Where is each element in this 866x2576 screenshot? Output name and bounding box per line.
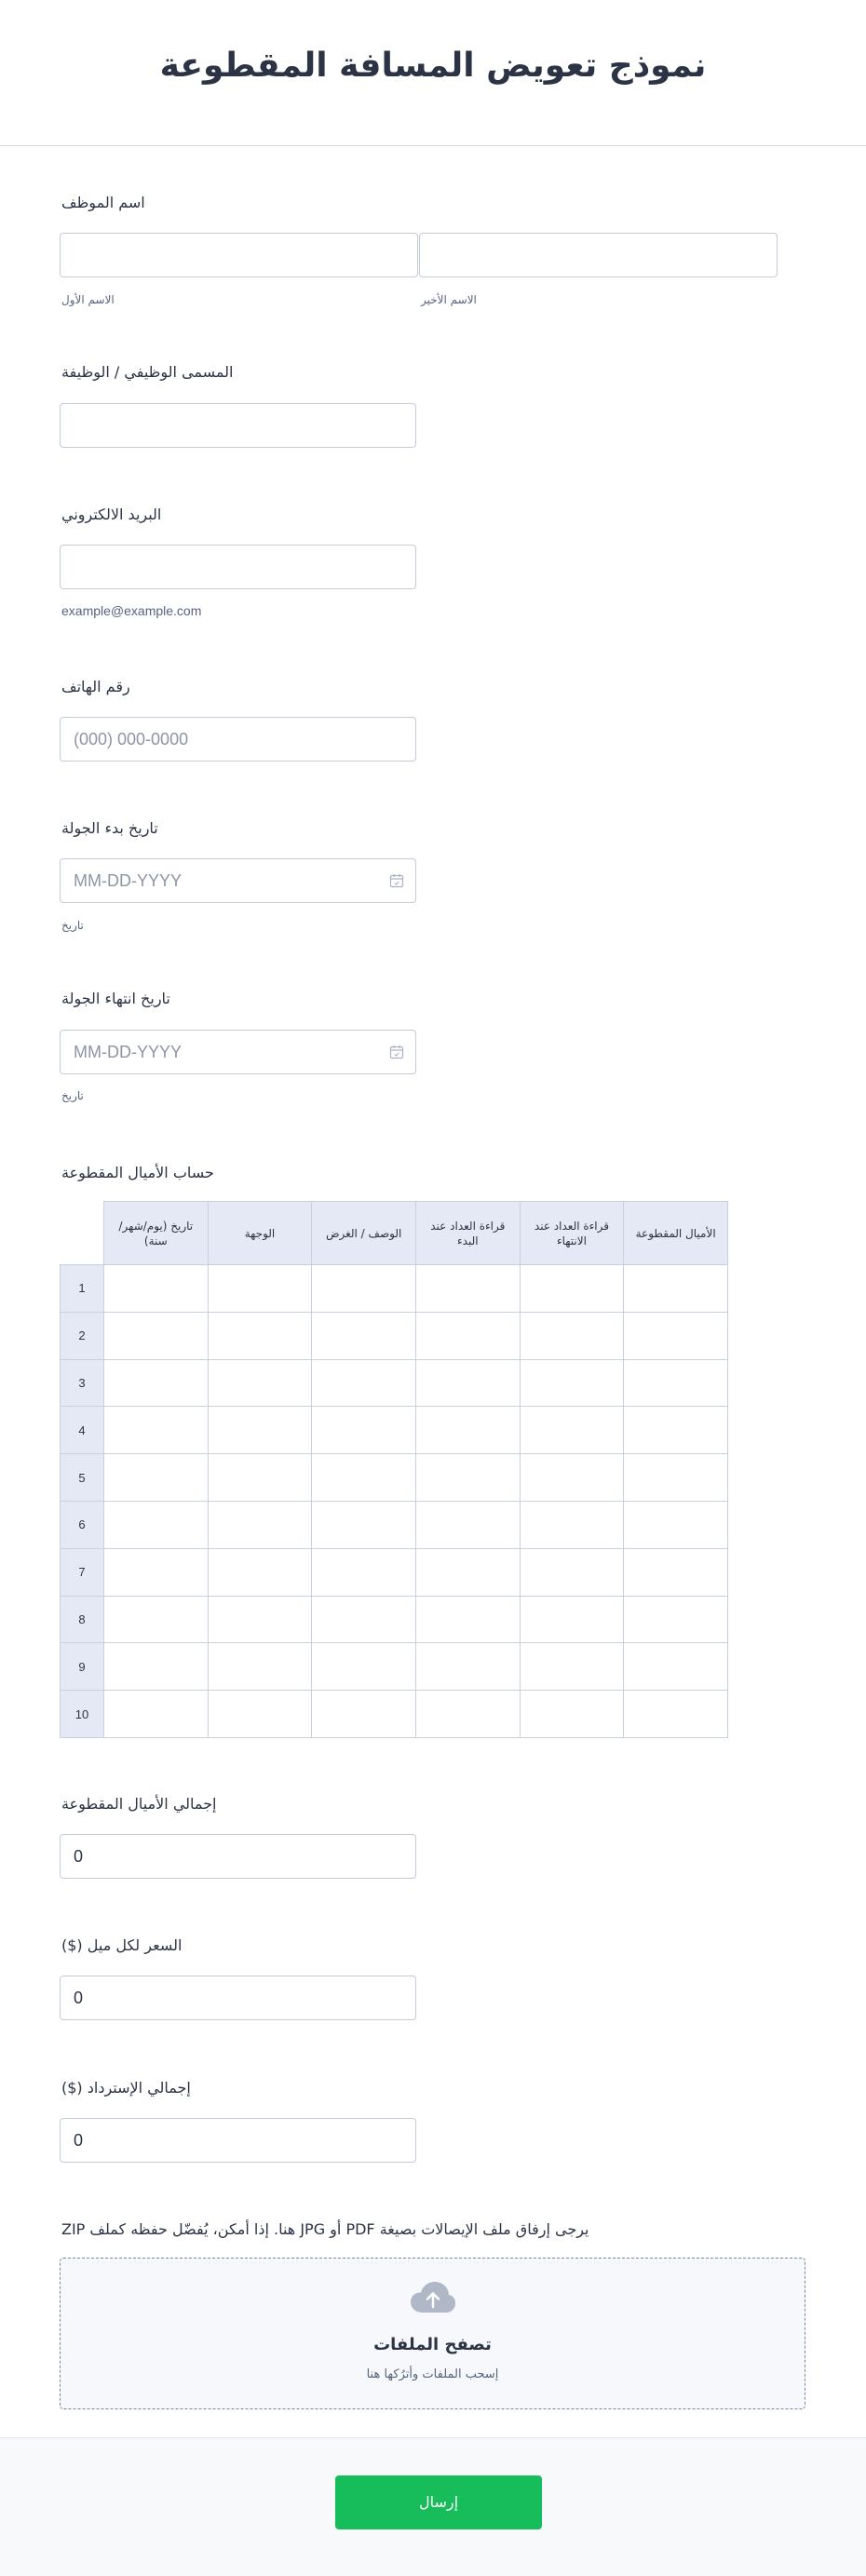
row-number: 6 <box>61 1501 104 1548</box>
table-cell-input[interactable] <box>312 1407 416 1454</box>
table-cell-input[interactable] <box>208 1691 312 1738</box>
mileage-table <box>60 1201 728 1738</box>
table-cell-input[interactable] <box>415 1501 520 1548</box>
trip-start-placeholder: MM-DD-YYYY <box>74 871 182 890</box>
table-cell-input[interactable] <box>520 1454 624 1502</box>
table-cell-input[interactable] <box>312 1265 416 1313</box>
table-cell-input[interactable] <box>104 1454 209 1502</box>
table-cell-input[interactable] <box>520 1691 624 1738</box>
phone-placeholder: (000) 000-0000 <box>74 730 189 749</box>
row-number: 8 <box>61 1596 104 1643</box>
job-title-label: المسمى الوظيفي / الوظيفة <box>61 363 234 381</box>
trip-start-label: تاريخ بدء الجولة <box>61 819 158 837</box>
table-cell-input[interactable] <box>415 1265 520 1313</box>
table-row <box>61 1501 728 1548</box>
drag-drop-hint: إسحب الملفات وأترُكها هنا <box>366 2367 499 2381</box>
table-row <box>61 1454 728 1502</box>
row-number: 2 <box>61 1312 104 1359</box>
table-cell-input[interactable] <box>624 1643 728 1691</box>
rate-input[interactable] <box>60 1976 416 2020</box>
table-row <box>61 1265 728 1313</box>
table-cell-input[interactable] <box>415 1407 520 1454</box>
file-upload-dropzone[interactable] <box>60 2258 805 2409</box>
table-cell-input[interactable] <box>208 1407 312 1454</box>
row-number: 10 <box>61 1691 104 1738</box>
column-header: الأميال المقطوعة <box>624 1202 728 1265</box>
table-cell-input[interactable] <box>415 1312 520 1359</box>
last-name-input[interactable] <box>419 233 778 277</box>
column-header: قراءة العداد عند الانتهاء <box>520 1202 624 1265</box>
row-number: 7 <box>61 1548 104 1596</box>
table-cell-input[interactable] <box>624 1407 728 1454</box>
table-cell-input[interactable] <box>104 1265 209 1313</box>
table-row <box>61 1548 728 1596</box>
form-footer <box>0 2437 866 2576</box>
email-label: البريد الالكتروني <box>61 506 162 523</box>
column-header: تاريخ (يوم/شهر/سنة) <box>104 1202 209 1265</box>
table-row <box>61 1643 728 1691</box>
table-row <box>61 1407 728 1454</box>
browse-files-button[interactable]: تصفح الملفات <box>373 2335 492 2354</box>
table-cell-input[interactable] <box>624 1265 728 1313</box>
trip-start-sublabel: تاريخ <box>61 919 84 932</box>
trip-end-label: تاريخ انتهاء الجولة <box>61 990 170 1007</box>
form-title: نموذج تعويض المسافة المقطوعة <box>159 47 707 85</box>
table-cell-input[interactable] <box>208 1596 312 1643</box>
table-cell-input[interactable] <box>520 1265 624 1313</box>
table-cell-input[interactable] <box>415 1454 520 1502</box>
table-cell-input[interactable] <box>208 1265 312 1313</box>
table-cell-input[interactable] <box>104 1359 209 1407</box>
row-number: 5 <box>61 1454 104 1502</box>
trip-start-date-input[interactable] <box>60 858 416 903</box>
table-cell-input[interactable] <box>208 1454 312 1502</box>
table-corner-cell <box>61 1202 104 1265</box>
table-cell-input[interactable] <box>624 1312 728 1359</box>
upload-label: يرجى إرفاق ملف الإيصالات بصيغة PDF أو JPG هنا. إذا أمكن، يُفضّل حفظه كملف ZIP <box>61 2220 589 2238</box>
table-cell-input[interactable] <box>312 1501 416 1548</box>
trip-end-sublabel: تاريخ <box>61 1089 84 1102</box>
row-number: 4 <box>61 1407 104 1454</box>
table-cell-input[interactable] <box>104 1691 209 1738</box>
column-header: قراءة العداد عند البدء <box>415 1202 520 1265</box>
total-refund-input[interactable] <box>60 2118 416 2163</box>
table-cell-input[interactable] <box>312 1643 416 1691</box>
table-cell-input[interactable] <box>415 1691 520 1738</box>
table-row <box>61 1312 728 1359</box>
table-cell-input[interactable] <box>415 1643 520 1691</box>
table-cell-input[interactable] <box>415 1596 520 1643</box>
row-number: 1 <box>61 1265 104 1313</box>
table-cell-input[interactable] <box>520 1548 624 1596</box>
submit-button[interactable]: إرسال <box>335 2475 542 2529</box>
table-cell-input[interactable] <box>208 1359 312 1407</box>
table-cell-input[interactable] <box>624 1548 728 1596</box>
table-cell-input[interactable] <box>312 1359 416 1407</box>
trip-end-placeholder: MM-DD-YYYY <box>74 1043 182 1061</box>
table-cell-input[interactable] <box>208 1312 312 1359</box>
table-cell-input[interactable] <box>520 1312 624 1359</box>
row-number: 3 <box>61 1359 104 1407</box>
table-cell-input[interactable] <box>104 1501 209 1548</box>
first-name-sublabel: الاسم الأول <box>61 293 115 306</box>
table-cell-input[interactable] <box>208 1643 312 1691</box>
employee-name-label: اسم الموظف <box>61 194 145 211</box>
table-cell-input[interactable] <box>104 1312 209 1359</box>
email-input[interactable] <box>60 545 416 589</box>
table-cell-input[interactable] <box>520 1359 624 1407</box>
table-cell-input[interactable] <box>104 1548 209 1596</box>
table-cell-input[interactable] <box>624 1359 728 1407</box>
calendar-icon[interactable] <box>389 1045 404 1059</box>
table-cell-input[interactable] <box>208 1501 312 1548</box>
rate-label: السعر لكل ميل ($) <box>61 1936 183 1954</box>
row-number: 9 <box>61 1643 104 1691</box>
column-header: الوصف / الغرض <box>312 1202 416 1265</box>
mileage-table-label: حساب الأميال المقطوعة <box>61 1164 214 1181</box>
total-miles-value: 0 <box>74 1847 84 1866</box>
table-cell-input[interactable] <box>104 1407 209 1454</box>
table-cell-input[interactable] <box>520 1407 624 1454</box>
column-header: الوجهة <box>208 1202 312 1265</box>
table-cell-input[interactable] <box>415 1359 520 1407</box>
table-cell-input[interactable] <box>624 1596 728 1643</box>
total-refund-label: إجمالي الإسترداد ($) <box>61 2079 191 2097</box>
table-row <box>61 1691 728 1738</box>
table-cell-input[interactable] <box>415 1548 520 1596</box>
trip-end-date-input[interactable] <box>60 1030 416 1074</box>
calendar-icon[interactable] <box>389 873 404 888</box>
table-cell-input[interactable] <box>520 1643 624 1691</box>
table-cell-input[interactable] <box>520 1596 624 1643</box>
table-cell-input[interactable] <box>104 1596 209 1643</box>
table-cell-input[interactable] <box>624 1454 728 1502</box>
table-cell-input[interactable] <box>312 1454 416 1502</box>
last-name-sublabel: الاسم الأخير <box>421 293 477 306</box>
table-cell-input[interactable] <box>312 1596 416 1643</box>
table-row <box>61 1359 728 1407</box>
email-hint: example@example.com <box>61 603 202 618</box>
table-header-row <box>61 1202 728 1265</box>
job-title-input[interactable] <box>60 403 416 448</box>
rate-value: 0 <box>74 1989 84 2007</box>
table-cell-input[interactable] <box>312 1548 416 1596</box>
table-cell-input[interactable] <box>312 1691 416 1738</box>
total-miles-input[interactable] <box>60 1834 416 1879</box>
cloud-upload-icon <box>410 2281 456 2316</box>
phone-input[interactable] <box>60 717 416 762</box>
table-row <box>61 1596 728 1643</box>
table-cell-input[interactable] <box>520 1501 624 1548</box>
total-miles-label: إجمالي الأميال المقطوعة <box>61 1795 217 1813</box>
form-header <box>0 0 866 146</box>
total-refund-value: 0 <box>74 2131 84 2150</box>
table-cell-input[interactable] <box>624 1501 728 1548</box>
table-cell-input[interactable] <box>624 1691 728 1738</box>
phone-label: رقم الهاتف <box>61 678 130 695</box>
first-name-input[interactable] <box>60 233 418 277</box>
table-cell-input[interactable] <box>104 1643 209 1691</box>
table-cell-input[interactable] <box>312 1312 416 1359</box>
table-cell-input[interactable] <box>208 1548 312 1596</box>
